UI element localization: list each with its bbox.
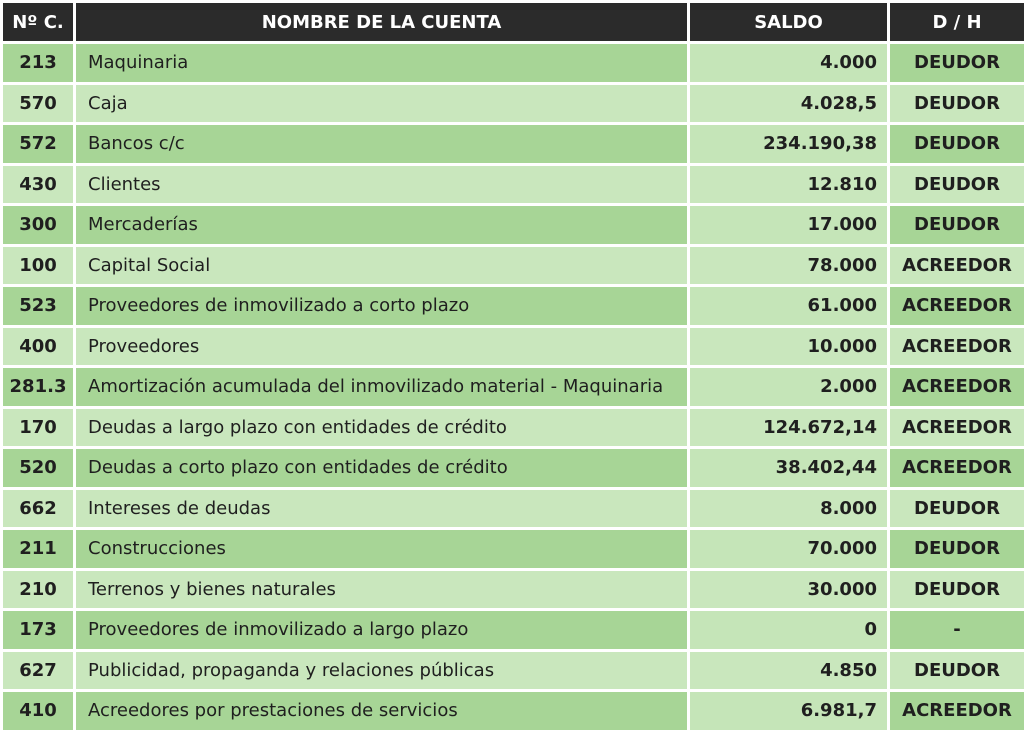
account-number: 170 [2,407,75,448]
account-debit-credit: DEUDOR [889,164,1024,205]
account-number: 281.3 [2,367,75,408]
account-name: Proveedores de inmovilizado a corto plazo [75,286,689,327]
table-row [2,205,1024,246]
account-name: Construcciones [75,529,689,570]
account-debit-credit: DEUDOR [889,83,1024,124]
account-debit-credit: DEUDOR [889,488,1024,529]
account-name: Mercaderías [75,205,689,246]
account-balance: 70.000 [689,529,889,570]
account-balance: 61.000 [689,286,889,327]
account-debit-credit: ACREEDOR [889,691,1024,732]
table-row [2,83,1024,124]
table-row [2,407,1024,448]
account-debit-credit: ACREEDOR [889,407,1024,448]
account-debit-credit: DEUDOR [889,43,1024,84]
account-debit-credit: ACREEDOR [889,326,1024,367]
account-debit-credit: ACREEDOR [889,245,1024,286]
table-body [2,43,1024,732]
account-number: 213 [2,43,75,84]
table-row [2,286,1024,327]
account-debit-credit: DEUDOR [889,205,1024,246]
table-row [2,610,1024,651]
account-balance: 8.000 [689,488,889,529]
header-name: NOMBRE DE LA CUENTA [75,2,689,43]
account-number: 523 [2,286,75,327]
account-name: Acreedores por prestaciones de servicios [75,691,689,732]
account-number: 300 [2,205,75,246]
account-name: Clientes [75,164,689,205]
table-row [2,569,1024,610]
account-number: 662 [2,488,75,529]
table-row [2,245,1024,286]
account-name: Capital Social [75,245,689,286]
account-number: 173 [2,610,75,651]
account-balance: 234.190,38 [689,124,889,165]
account-name: Proveedores [75,326,689,367]
account-debit-credit: ACREEDOR [889,367,1024,408]
table-row [2,448,1024,489]
account-name: Proveedores de inmovilizado a largo plazo [75,610,689,651]
account-debit-credit: ACREEDOR [889,448,1024,489]
account-balance: 4.000 [689,43,889,84]
account-number: 400 [2,326,75,367]
account-balance: 2.000 [689,367,889,408]
account-debit-credit: DEUDOR [889,569,1024,610]
account-balance: 4.850 [689,650,889,691]
account-number: 430 [2,164,75,205]
account-name: Caja [75,83,689,124]
table-row [2,691,1024,732]
account-balance: 0 [689,610,889,651]
account-number: 210 [2,569,75,610]
account-balance: 38.402,44 [689,448,889,489]
account-debit-credit: DEUDOR [889,650,1024,691]
header-saldo: SALDO [689,2,889,43]
account-name: Deudas a corto plazo con entidades de crédito [75,448,689,489]
account-debit-credit: ACREEDOR [889,286,1024,327]
table-row [2,650,1024,691]
account-balance: 10.000 [689,326,889,367]
table-row [2,367,1024,408]
account-debit-credit: DEUDOR [889,529,1024,570]
account-number: 572 [2,124,75,165]
table-row [2,326,1024,367]
table-row [2,43,1024,84]
account-balance: 30.000 [689,569,889,610]
account-balance: 17.000 [689,205,889,246]
account-name: Deudas a largo plazo con entidades de crédito [75,407,689,448]
table-row [2,164,1024,205]
header-num: Nº C. [2,2,75,43]
account-number: 211 [2,529,75,570]
account-number: 520 [2,448,75,489]
account-name: Amortización acumulada del inmovilizado material - Maquinaria [75,367,689,408]
table-row [2,529,1024,570]
account-name: Publicidad, propaganda y relaciones públicas [75,650,689,691]
account-balance: 6.981,7 [689,691,889,732]
account-balance: 124.672,14 [689,407,889,448]
account-debit-credit: DEUDOR [889,124,1024,165]
account-debit-credit: - [889,610,1024,651]
account-name: Bancos c/c [75,124,689,165]
table-header [2,2,1024,43]
table-row [2,124,1024,165]
account-name: Maquinaria [75,43,689,84]
header-row [2,2,1024,43]
account-name: Intereses de deudas [75,488,689,529]
account-balance: 78.000 [689,245,889,286]
table-row [2,488,1024,529]
account-balance: 12.810 [689,164,889,205]
header-dh: D / H [889,2,1024,43]
account-number: 100 [2,245,75,286]
account-number: 410 [2,691,75,732]
account-balance: 4.028,5 [689,83,889,124]
account-number: 570 [2,83,75,124]
account-number: 627 [2,650,75,691]
account-name: Terrenos y bienes naturales [75,569,689,610]
